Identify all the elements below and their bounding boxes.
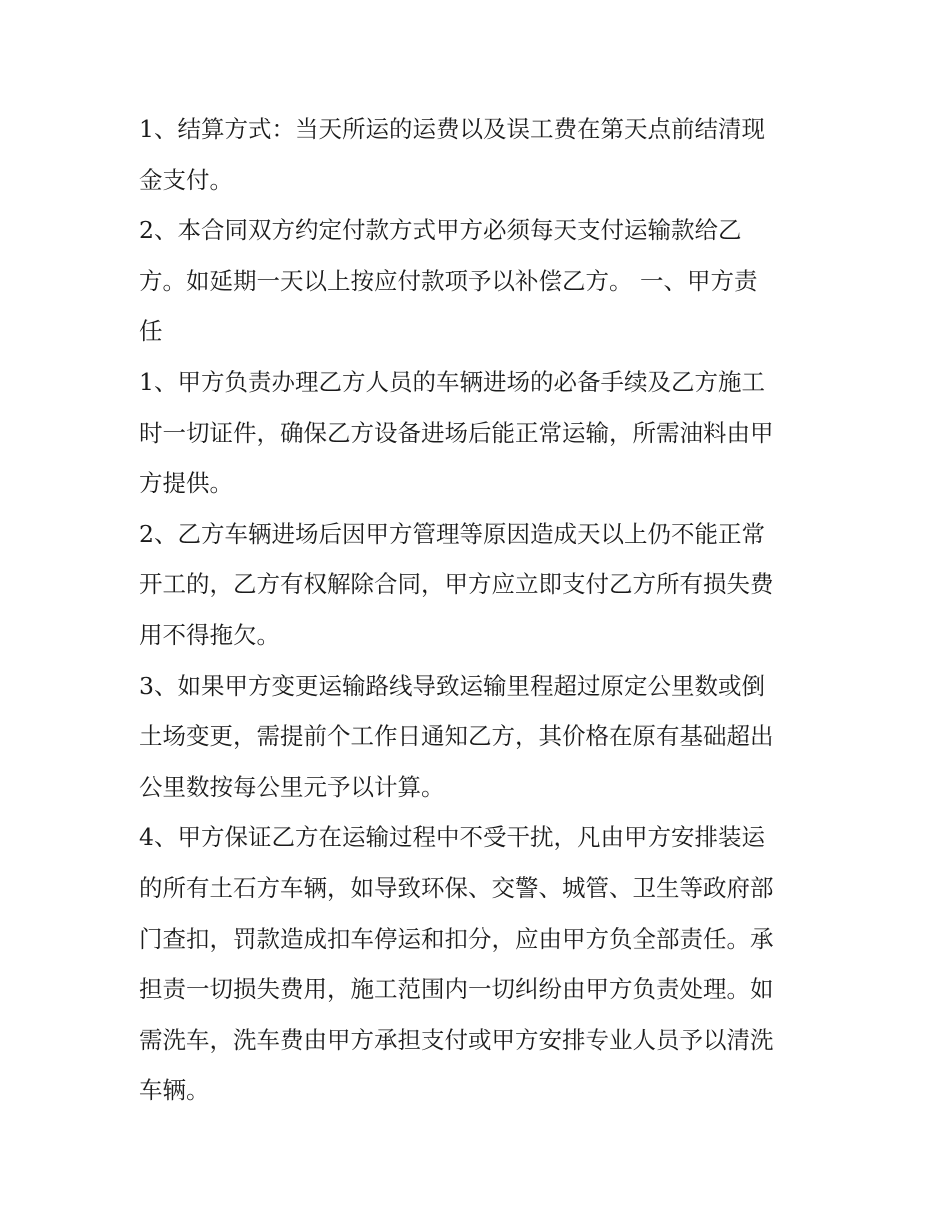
text-line: 4、甲方保证乙方在运输过程中不受干扰，凡由甲方安排装运	[139, 823, 765, 851]
text-line: 开工的，乙方有权解除合同，甲方应立即支付乙方所有损失费	[139, 570, 774, 598]
text-line: 土场变更，需提前个工作日通知乙方，其价格在原有基础超出	[139, 722, 774, 750]
text-line: 方提供。	[139, 469, 233, 497]
text-line: 1、甲方负责办理乙方人员的车辆进场的必备手续及乙方施工	[139, 368, 765, 396]
text-line: 公里数按每公里元予以计算。	[139, 773, 445, 801]
text-line: 门查扣，罚款造成扣车停运和扣分，应由甲方负全部责任。承	[139, 925, 774, 953]
text-line: 需洗车，洗车费由甲方承担支付或甲方安排专业人员予以清洗	[139, 1026, 774, 1054]
text-line: 2、乙方车辆进场后因甲方管理等原因造成天以上仍不能正常	[139, 520, 765, 548]
text-line: 担责一切损失费用，施工范围内一切纠纷由甲方负责处理。如	[139, 975, 774, 1003]
text-line: 车辆。	[139, 1076, 210, 1104]
text-line: 用不得拖欠。	[139, 621, 280, 649]
text-line: 1、结算方式：当天所运的运费以及误工费在第天点前结清现	[139, 115, 765, 143]
text-line: 方。如延期一天以上按应付款项予以补偿乙方。 一、甲方责	[139, 267, 758, 295]
text-line: 金支付。	[139, 166, 233, 194]
text-line: 3、如果甲方变更运输路线导致运输里程超过原定公里数或倒	[139, 672, 765, 700]
text-line: 的所有土石方车辆，如导致环保、交警、城管、卫生等政府部	[139, 874, 774, 902]
text-line: 时一切证件，确保乙方设备进场后能正常运输，所需油料由甲	[139, 419, 774, 447]
text-line: 任	[139, 317, 163, 345]
text-line: 2、本合同双方约定付款方式甲方必须每天支付运输款给乙	[139, 216, 742, 244]
